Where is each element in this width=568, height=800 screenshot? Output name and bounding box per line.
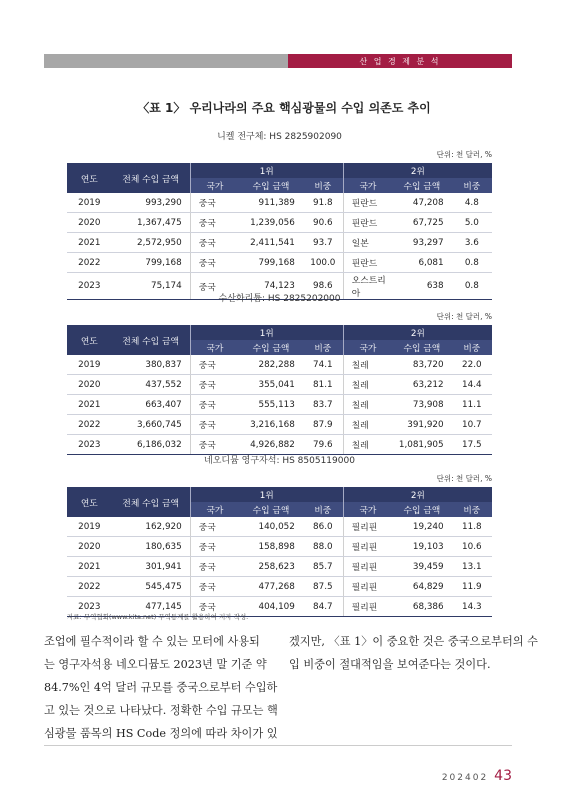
data-table [67, 163, 492, 300]
cell-amount: 3,216,168 [239, 415, 303, 435]
cell-share: 10.7 [452, 415, 492, 435]
col-country: 국가 [343, 502, 392, 517]
table-section-nickel [67, 129, 492, 300]
cell-total: 993,290 [112, 193, 191, 213]
table-title: 〈표 1〉 우리나라의 주요 핵심광물의 수입 의존도 추이 [137, 101, 431, 115]
col-year: 연도 [67, 163, 112, 193]
cell-amount: 555,113 [239, 395, 303, 415]
cell-year: 2019 [67, 517, 112, 537]
table-subtitle: 니켈 전구체: HS 2825902090 [217, 132, 342, 142]
cell-year: 2023 [67, 273, 112, 300]
cell-country: 필리핀 [343, 517, 392, 537]
cell-amount: 355,041 [239, 375, 303, 395]
body-line: 고 있는 것으로 나타났다. 정확한 수입 규모는 핵 [44, 704, 278, 717]
table-row [67, 193, 492, 213]
cell-country: 핀란드 [343, 193, 392, 213]
cell-country: 중국 [190, 577, 239, 597]
cell-share: 100.0 [303, 253, 343, 273]
cell-country: 중국 [190, 597, 239, 617]
cell-country: 중국 [190, 537, 239, 557]
cell-country: 중국 [190, 435, 239, 455]
source-note: 자료: 무역협회(www.kita.net) 무역통계를 활용하여 저자 작성. [67, 613, 249, 621]
cell-year: 2020 [67, 375, 112, 395]
cell-share: 81.1 [303, 375, 343, 395]
cell-country: 일본 [343, 233, 392, 253]
body-line: 심광물 품목의 HS Code 정의에 따라 차이가 있 [44, 727, 278, 740]
cell-share: 5.0 [452, 213, 492, 233]
cell-amount: 477,268 [239, 577, 303, 597]
col-share: 비중 [452, 502, 492, 517]
cell-amount: 258,623 [239, 557, 303, 577]
footer [442, 768, 512, 784]
table-row [67, 355, 492, 375]
table-row [67, 395, 492, 415]
cell-share: 22.0 [452, 355, 492, 375]
cell-amount: 391,920 [392, 415, 452, 435]
cell-country: 핀란드 [343, 213, 392, 233]
table-row [67, 233, 492, 253]
cell-share: 10.6 [452, 537, 492, 557]
unit-label: 단위: 천 달러, % [436, 312, 492, 321]
cell-amount: 19,240 [392, 517, 452, 537]
cell-amount: 282,288 [239, 355, 303, 375]
col-country: 국가 [343, 178, 392, 193]
col-rank2: 2위 [343, 325, 492, 340]
cell-total: 180,635 [112, 537, 191, 557]
cell-share: 3.6 [452, 233, 492, 253]
cell-country: 칠레 [343, 435, 392, 455]
cell-country: 필리핀 [343, 557, 392, 577]
cell-amount: 93,297 [392, 233, 452, 253]
cell-share: 83.7 [303, 395, 343, 415]
table-subtitle: 수산화리튬: HS 2825202000 [218, 294, 341, 304]
issue-number: 202402 [441, 773, 489, 783]
cell-country: 중국 [190, 273, 239, 300]
cell-year: 2022 [67, 415, 112, 435]
cell-total: 477,145 [112, 597, 191, 617]
cell-amount: 1,239,056 [239, 213, 303, 233]
page-number: 43 [494, 768, 512, 784]
col-country: 국가 [190, 178, 239, 193]
cell-country: 칠레 [343, 355, 392, 375]
cell-share: 11.1 [452, 395, 492, 415]
col-amount: 수입 금액 [239, 502, 303, 517]
cell-share: 84.7 [303, 597, 343, 617]
col-share: 비중 [452, 340, 492, 355]
col-year: 연도 [67, 487, 112, 517]
cell-share: 0.8 [452, 253, 492, 273]
cell-share: 90.6 [303, 213, 343, 233]
cell-amount: 67,725 [392, 213, 452, 233]
cell-amount: 73,908 [392, 395, 452, 415]
cell-amount: 1,081,905 [392, 435, 452, 455]
col-share: 비중 [452, 178, 492, 193]
cell-share: 0.8 [452, 273, 492, 300]
cell-country: 필리핀 [343, 537, 392, 557]
table-subtitle: 네오디뮴 영구자석: HS 8505119000 [204, 456, 355, 466]
cell-total: 75,174 [112, 273, 191, 300]
col-rank1: 1위 [190, 325, 343, 340]
cell-amount: 47,208 [392, 193, 452, 213]
table-row [67, 213, 492, 233]
col-total: 전체 수입 금액 [112, 487, 191, 517]
cell-share: 88.0 [303, 537, 343, 557]
cell-year: 2020 [67, 537, 112, 557]
data-table [67, 487, 492, 617]
col-rank1: 1위 [190, 163, 343, 178]
footer-divider [44, 745, 512, 746]
col-amount: 수입 금액 [239, 340, 303, 355]
cell-share: 11.8 [452, 517, 492, 537]
cell-amount: 63,212 [392, 375, 452, 395]
cell-country: 중국 [190, 375, 239, 395]
cell-country: 중국 [190, 213, 239, 233]
table-section-lithium [67, 291, 492, 455]
col-share: 비중 [303, 502, 343, 517]
cell-country: 칠레 [343, 395, 392, 415]
body-line: 입 비중이 절대적임을 보여준다는 것이다. [289, 658, 491, 671]
col-share: 비중 [303, 340, 343, 355]
cell-country: 핀란드 [343, 253, 392, 273]
header-gray-band [44, 54, 288, 68]
unit-label: 단위: 천 달러, % [436, 150, 492, 159]
col-country: 국가 [343, 340, 392, 355]
col-amount: 수입 금액 [392, 340, 452, 355]
unit-label: 단위: 천 달러, % [436, 474, 492, 483]
cell-total: 663,407 [112, 395, 191, 415]
col-share: 비중 [303, 178, 343, 193]
col-year: 연도 [67, 325, 112, 355]
table-row [67, 253, 492, 273]
col-rank2: 2위 [343, 163, 492, 178]
cell-year: 2021 [67, 395, 112, 415]
cell-share: 4.8 [452, 193, 492, 213]
cell-amount: 83,720 [392, 355, 452, 375]
header-bar [44, 54, 512, 68]
col-total: 전체 수입 금액 [112, 163, 191, 193]
body-line: 조업에 필수적이라 할 수 있는 모터에 사용되 [44, 635, 260, 648]
cell-country: 중국 [190, 395, 239, 415]
cell-share: 14.3 [452, 597, 492, 617]
cell-share: 79.6 [303, 435, 343, 455]
cell-share: 14.4 [452, 375, 492, 395]
cell-share: 87.9 [303, 415, 343, 435]
cell-amount: 158,898 [239, 537, 303, 557]
body-line: 는 영구자석용 네오디뮴도 2023년 말 기준 약 [44, 658, 267, 671]
cell-amount: 4,926,882 [239, 435, 303, 455]
table-row [67, 375, 492, 395]
cell-total: 6,186,032 [112, 435, 191, 455]
cell-country: 중국 [190, 415, 239, 435]
body-line: 겠지만, 〈표 1〉이 중요한 것은 중국으로부터의 수 [289, 635, 538, 648]
cell-share: 17.5 [452, 435, 492, 455]
cell-amount: 74,123 [239, 273, 303, 300]
table-row [67, 557, 492, 577]
cell-total: 3,660,745 [112, 415, 191, 435]
col-rank2: 2위 [343, 487, 492, 502]
cell-amount: 638 [392, 273, 452, 300]
cell-amount: 68,386 [392, 597, 452, 617]
cell-total: 2,572,950 [112, 233, 191, 253]
cell-country: 필리핀 [343, 577, 392, 597]
col-amount: 수입 금액 [239, 178, 303, 193]
cell-amount: 64,829 [392, 577, 452, 597]
cell-total: 799,168 [112, 253, 191, 273]
cell-total: 301,941 [112, 557, 191, 577]
cell-share: 91.8 [303, 193, 343, 213]
table-row [67, 415, 492, 435]
cell-amount: 140,052 [239, 517, 303, 537]
col-country: 국가 [190, 340, 239, 355]
cell-amount: 404,109 [239, 597, 303, 617]
body-text-left [44, 630, 278, 745]
cell-total: 437,552 [112, 375, 191, 395]
cell-year: 2021 [67, 233, 112, 253]
cell-share: 11.9 [452, 577, 492, 597]
cell-share: 85.7 [303, 557, 343, 577]
cell-share: 13.1 [452, 557, 492, 577]
col-total: 전체 수입 금액 [112, 325, 191, 355]
cell-country: 오스트리아 [343, 273, 392, 300]
cell-year: 2023 [67, 597, 112, 617]
cell-amount: 39,459 [392, 557, 452, 577]
cell-year: 2023 [67, 435, 112, 455]
cell-total: 380,837 [112, 355, 191, 375]
header-section-label: 산 업 경 제 분 석 [288, 54, 512, 68]
col-country: 국가 [190, 502, 239, 517]
cell-share: 86.0 [303, 517, 343, 537]
cell-country: 필리핀 [343, 597, 392, 617]
table-row [67, 517, 492, 537]
cell-country: 칠레 [343, 375, 392, 395]
cell-amount: 911,389 [239, 193, 303, 213]
cell-year: 2019 [67, 193, 112, 213]
cell-country: 중국 [190, 557, 239, 577]
cell-year: 2020 [67, 213, 112, 233]
cell-share: 87.5 [303, 577, 343, 597]
table-row [67, 537, 492, 557]
col-rank1: 1위 [190, 487, 343, 502]
cell-country: 칠레 [343, 415, 392, 435]
cell-year: 2021 [67, 557, 112, 577]
cell-share: 98.6 [303, 273, 343, 300]
table-row [67, 577, 492, 597]
cell-amount: 799,168 [239, 253, 303, 273]
cell-year: 2019 [67, 355, 112, 375]
table-row [67, 435, 492, 455]
cell-amount: 2,411,541 [239, 233, 303, 253]
cell-year: 2022 [67, 253, 112, 273]
col-amount: 수입 금액 [392, 178, 452, 193]
cell-total: 545,475 [112, 577, 191, 597]
cell-total: 162,920 [112, 517, 191, 537]
cell-country: 중국 [190, 355, 239, 375]
table-section-neodymium [67, 453, 492, 617]
cell-country: 중국 [190, 253, 239, 273]
cell-share: 74.1 [303, 355, 343, 375]
data-table [67, 325, 492, 455]
cell-amount: 6,081 [392, 253, 452, 273]
body-text-right [289, 630, 538, 676]
col-amount: 수입 금액 [392, 502, 452, 517]
cell-share: 93.7 [303, 233, 343, 253]
body-line: 84.7%인 4억 달러 규모를 중국으로부터 수입하 [44, 681, 278, 694]
cell-country: 중국 [190, 233, 239, 253]
cell-amount: 19,103 [392, 537, 452, 557]
cell-year: 2022 [67, 577, 112, 597]
cell-total: 1,367,475 [112, 213, 191, 233]
cell-country: 중국 [190, 517, 239, 537]
cell-country: 중국 [190, 193, 239, 213]
